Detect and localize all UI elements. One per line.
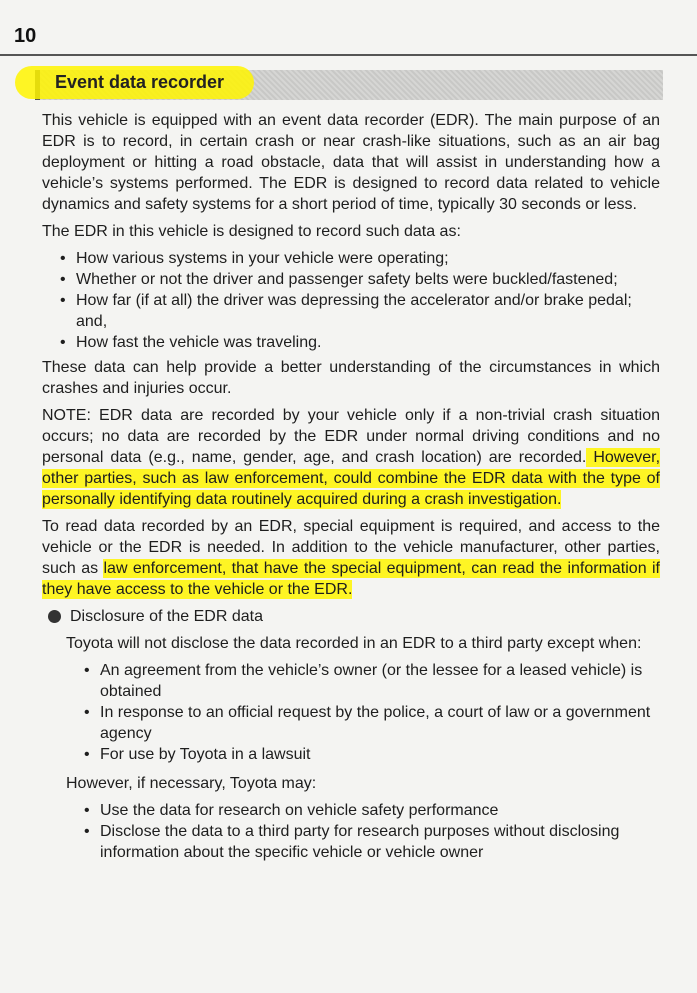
highlighted-text: However, other parties, such as law enforcement, could combine the EDR data with the type of personally identifying data routinely acquired during a crash investigation. <box>42 449 661 508</box>
bullet-icon: • <box>84 823 90 840</box>
read-paragraph: To read data recorded by an EDR, special equipment is required, and access to the vehicle or the EDR is needed. In addition to the vehicle manufacturer, other parties, such as law enforcement, that have the special equipment, can read the information if they have access to the vehicle or the EDR. <box>42 518 660 598</box>
document-body <box>42 110 660 871</box>
recorded-data-list <box>42 248 660 353</box>
list-item: • How various systems in your vehicle were operating; <box>60 250 449 267</box>
section-title: Event data recorder <box>15 66 254 99</box>
list-item: • For use by Toyota in a lawsuit <box>84 746 311 763</box>
however-paragraph: However, if necessary, Toyota may: <box>66 775 317 792</box>
page-number: 10 <box>14 25 37 47</box>
circle-bullet-icon <box>48 610 61 623</box>
top-rule <box>0 54 697 56</box>
intro-paragraph: This vehicle is equipped with an event data recorder (EDR). The main purpose of an EDR is to record, in certain crash or near crash-like situations, such as an air bag deployment or hitting a road obstacle, data that will assist in understanding how a vehicle’s systems performed. The EDR is designed to record data related to vehicle dynamics and safety systems for a short period of time, typically 30 seconds or less. <box>42 112 660 213</box>
disclosure-heading: Disclosure of the EDR data <box>42 606 660 627</box>
disclosure-section <box>42 606 660 863</box>
disclosure-intro: Toyota will not disclose the data recorded in an EDR to a third party except when: <box>66 635 642 652</box>
bullet-icon: • <box>60 334 66 351</box>
disclosure-exceptions-list <box>66 660 660 765</box>
highlighted-text: law enforcement, that have the special equipment, can read the information if they have access to the vehicle or the EDR. <box>42 560 660 598</box>
disclosure-body <box>42 633 660 863</box>
bullet-icon: • <box>84 802 90 819</box>
note-paragraph: NOTE: EDR data are recorded by your vehicle only if a non-trivial crash situation occurs; no data are recorded by the EDR under normal driving conditions and no personal data (e.g., name, gender, age, and crash location) are recorded. However, other parties, such as law enforcement, could combine the EDR data with the type of personally identifying data routinely acquired during a crash investigation. <box>42 407 661 508</box>
list-item: • Whether or not the driver and passenger safety belts were buckled/fastened; <box>60 271 618 288</box>
list-item: • In response to an official request by the police, a court of law or a government agency <box>84 704 651 742</box>
list-item: • How fast the vehicle was traveling. <box>60 334 322 351</box>
benefit-paragraph: These data can help provide a better understanding of the circumstances in which crashes and injuries occur. <box>42 359 660 397</box>
bullet-icon: • <box>84 746 90 763</box>
list-item: • How far (if at all) the driver was depressing the accelerator and/or brake pedal; and, <box>60 292 632 330</box>
list-item: • Use the data for research on vehicle safety performance <box>84 802 499 819</box>
intro-list-lead: The EDR in this vehicle is designed to record such data as: <box>42 223 461 240</box>
toyota-may-list <box>66 800 660 863</box>
bullet-icon: • <box>84 662 90 679</box>
section-header <box>35 70 663 100</box>
bullet-icon: • <box>60 250 66 267</box>
bullet-icon: • <box>84 704 90 721</box>
list-item: • Disclose the data to a third party for research purposes without disclosing information about the specific vehicle or vehicle owner <box>84 823 620 861</box>
list-item: • An agreement from the vehicle’s owner (or the lessee for a leased vehicle) is obtained <box>84 662 643 700</box>
bullet-icon: • <box>60 292 66 309</box>
bullet-icon: • <box>60 271 66 288</box>
